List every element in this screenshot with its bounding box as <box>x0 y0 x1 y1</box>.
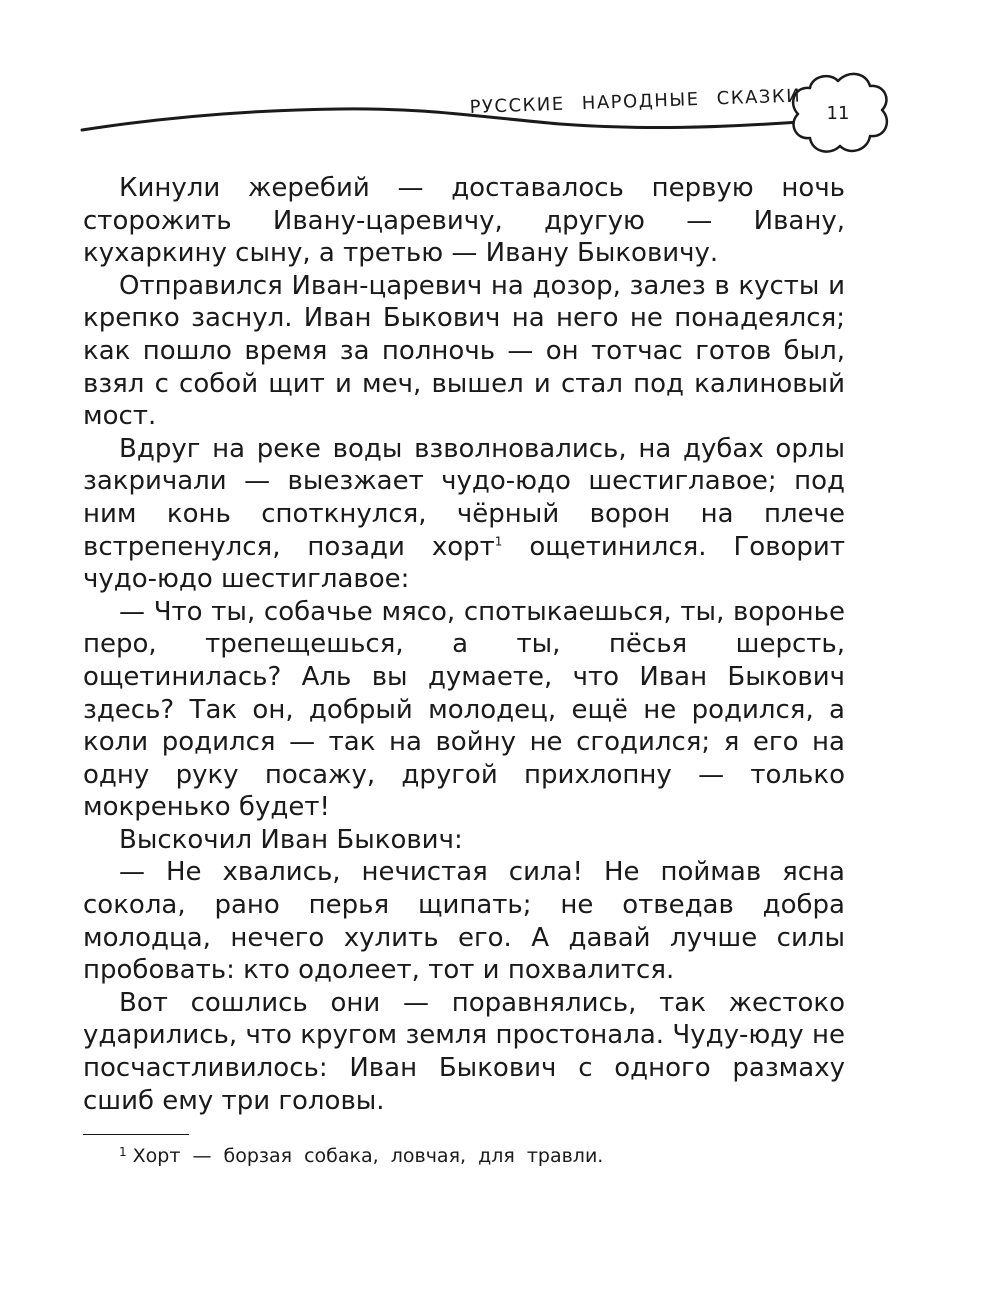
paragraph-1: Кинули жеребий — доставалось первую ночь сторожить Ивану-царевичу, другую — Ивану, кухаркину сыну, а третью — Ивану Быковичу. <box>83 173 845 269</box>
paragraph-3-text-end: ощетинился. Говорит чудо-юдо шестиглавое: <box>83 531 845 595</box>
footnote-separator <box>83 1134 189 1135</box>
paragraph-6: — Не хвались, нечистая сила! Не поймав ясна сокола, рано перья щипать; не отведав добра молодца, нечего хулить его. А давай лучше силы пробовать: кто одолеет, тот и похвалится. <box>83 857 845 986</box>
footnote <box>119 1145 603 1167</box>
paragraph-2: Отправился Иван-царевич на дозор, залез в кусты и крепко заснул. Иван Быкович на него не понадеялся; как пошло время за полночь — он тотчас готов был, взял с собой щит и меч, вышел и стал под калиновый мост. <box>83 270 845 432</box>
running-title: РУССКИЕ НАРОДНЫЕ СКАЗКИ <box>469 85 802 118</box>
header-curve-line <box>82 109 812 130</box>
story-text <box>83 172 845 1117</box>
page-number: 11 <box>826 103 850 124</box>
footnote-reference[interactable]: 1 <box>494 533 503 548</box>
paragraph-3-text-start: Вдруг на реке воды взволновались, на дубах орлы закричали — выезжает чудо-юдо шестиглавое; под ним конь споткнулся, чёрный ворон на плече встрепенулся, позади хорт <box>83 433 845 562</box>
paragraph-7: Вот сошлись они — поравнялись, так жестоко ударились, что кругом земля простонала. Чуду-юду не посчастливилось: Иван Быкович с одного размаху сшиб ему три головы. <box>83 987 845 1116</box>
paragraph-4: — Что ты, собачье мясо, спотыкаешься, ты, воронье перо, трепещешься, а ты, пёсья шерсть, ощетинилась? Аль вы думаете, что Иван Быкович здесь? Так он, добрый молодец, ещё не родился, а коли родился — так на войну не сгодился; я его на одну руку посажу, другой прихлопну — только мокренько будет! <box>83 596 845 823</box>
footnote-text: Хорт — борзая собака, ловчая, для травли. <box>132 1145 604 1167</box>
header-decoration <box>0 0 987 170</box>
paragraph-5: Выскочил Иван Быкович: <box>119 824 463 855</box>
footnote-number: 1 <box>119 1145 127 1159</box>
paragraph-3 <box>83 433 845 596</box>
